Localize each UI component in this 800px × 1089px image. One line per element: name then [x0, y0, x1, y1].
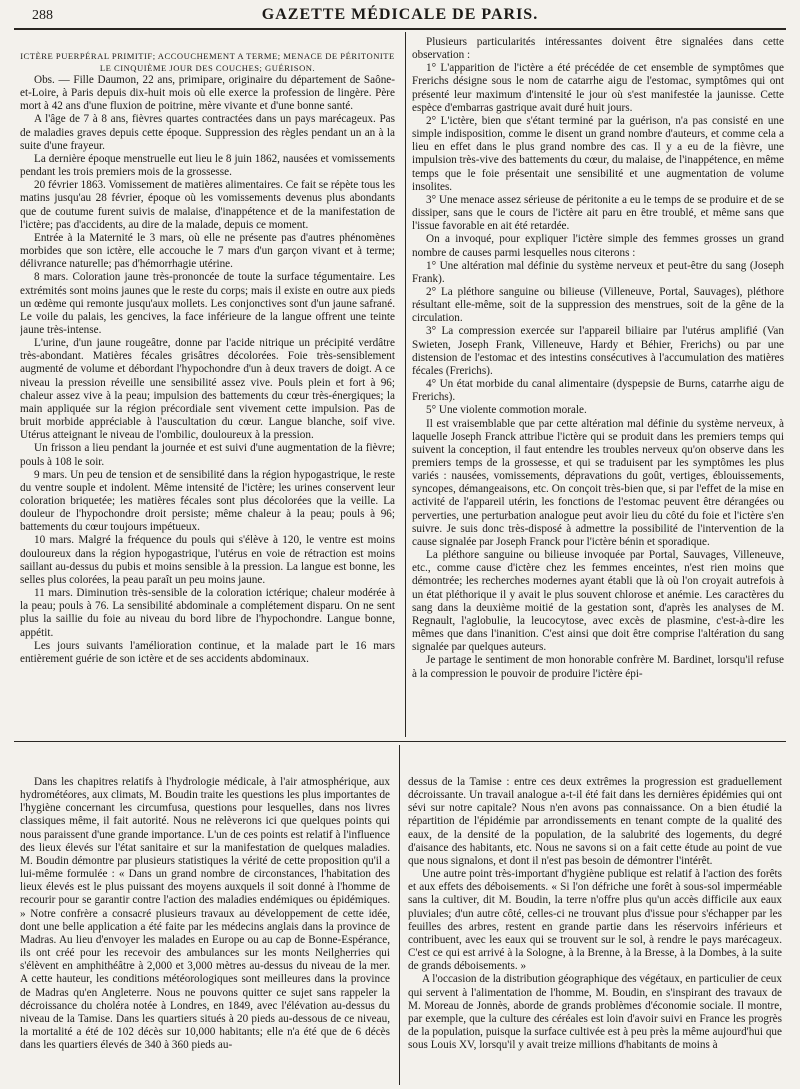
column-divider-bottom: [399, 745, 400, 1085]
case-paragraph: 8 mars. Coloration jaune très-prononcée de toute la surface tégumentaire. Les extrémités sont moins jaunes que le reste du corps; mais il existe en outre aux pieds un œdème qui remonte jusqu'aux mollets. Les conjonctives sont d'un jaune safrané. Le voile du palais, les gencives, la face inférieure de la langue offrent une teinte jaune très-intense.: [20, 271, 395, 336]
review-paragraph: Une autre point très-important d'hygiène publique est relatif à l'action des forêts et aux effets des déboisements. « Si l'on défriche une forêt à sous-sol imperméable sans la cultiver, dit M. Boudin, la terre n'offre plus qu'un accès difficile aux eaux pluviales; d'un autre côté, celles-ci ne trouvant plus d'issue pour s'échapper par les feuilles des arbres, restent en grande partie dans les réservoirs inférieurs et contribuent, avec les eaux qui se trouvent sur le sol, à rendre le pays marécageux. C'est ce qui est arrivé à la Sologne, à la Brenne, à la Bresse, à la Dombes, à la suite de grands déboisements. »: [408, 868, 782, 973]
case-report-column: [20, 50, 395, 740]
commentary-paragraph: 2° L'ictère, bien que s'étant terminé par la guérison, n'a pas consisté en une simple indisposition, comme le disent un grand nombre d'auteurs, et comme cela a lieu en effet dans le plus grand nombre des cas. Il y a eu de la fièvre, une impulsion très-vive des battements du cœur, du malaise, de l'inappétence, en même temps que le foie présentait une sensibilité et une augmentation de volume insolites.: [412, 114, 784, 193]
commentary-paragraph: 3° Une menace assez sérieuse de péritonite a eu le temps de se produire et de se dissiper, sans que le cours de l'ictère ait paru en être troublé, et même sans que l'issue favorable en ait été retardée.: [412, 193, 784, 233]
case-title: ICTÈRE PUERPÉRAL PRIMITIF; ACCOUCHEMENT A TERME; MENACE DE PÉRITONITE LE CINQUIÈME JOUR DES COUCHES; GUÉRISON.: [20, 51, 395, 73]
commentary-paragraph: 5° Une violente commotion morale.: [426, 404, 587, 417]
column-divider-top: [405, 32, 406, 737]
commentary-paragraph: Il est vraisemblable que par cette altération mal définie du système nerveux, à laquelle Joseph Franck attribue l'ictère qui se produit dans les premiers temps qui suivent la conception, il faut entendre les troubles nerveux qu'on observe dans les premiers temps de la grossesse, et qui se traduisent par les symptômes les plus variés : nausées, vomissements, dépravations du goût, vertiges, éblouissements, syncopes, démangeaisons, etc. On conçoit très-bien que, si par l'effet de la mise en activité de l'appareil utérin, les fonctions de l'estomac peuvent être dérangées ou perverties, une perturbation analogue peut avoir lieu du côté du foie et l'ictère s'en suivre. Je suis donc très-disposé à admettre la possibilité de l'intervention de la cause signalée par Joseph Franck pour l'ictère bénin et sporadique.: [412, 417, 784, 548]
case-paragraph: Les jours suivants l'amélioration continue, et la malade part le 16 mars entièrement guérie de son ictère et de ses accidents abdominaux.: [20, 639, 395, 665]
case-paragraph: 11 mars. Diminution très-sensible de la coloration ictérique; chaleur modérée à la peau; pouls à 76. La sensibilité abdominale a complétement disparu. On ne sent plus la saillie du foie au niveau du bord libre de l'hypochondre. Langue bonne, appétit.: [20, 587, 395, 639]
commentary-paragraph: Plusieurs particularités intéressantes doivent être signalées dans cette observation :: [412, 36, 784, 62]
commentary-paragraph: 4° Un état morbide du canal alimentaire (dyspepsie de Burns, catarrhe aigu de Frerichs).: [412, 378, 784, 404]
case-paragraph: La dernière époque menstruelle eut lieu le 8 juin 1862, nausées et vomissements pendant les trois premiers mois de la grossesse.: [20, 152, 395, 179]
page-number: 288: [32, 8, 53, 23]
page-header: [18, 0, 782, 30]
case-paragraph: Un frisson a lieu pendant la journée et est suivi d'une augmentation de la fièvre; pouls à 108 le soir.: [20, 442, 395, 468]
review-left-column: [20, 776, 390, 1086]
commentary-paragraph: Je partage le sentiment de mon honorable confrère M. Bardinet, lorsqu'il refuse à la compression le pouvoir de produire l'ictère épi-: [412, 654, 784, 680]
case-paragraph: Obs. — Fille Daumon, 22 ans, primipare, originaire du département de Saône-et-Loire, à Paris depuis dix-huit mois où elle exerce la profession de lingère. Père mort à 42 ans d'une fluxion de poitrine, mère vivante et d'une bonne santé.: [20, 74, 395, 113]
header-rule: [14, 28, 786, 30]
case-paragraph: 10 mars. Malgré la fréquence du pouls qui s'élève à 120, le ventre est moins douloureux dans la région hypogastrique, l'utérus en voie de rétraction est moins saillant au-dessus du pubis et moins sensible à la pression. La langue est bonne, les selles plus colorées, la peau paraît un peu moins jaune.: [20, 534, 395, 586]
case-paragraph: A l'âge de 7 à 8 ans, fièvres quartes contractées dans un pays marécageux. Pas de maladies graves depuis cette époque. Suppression des règles pendant un an à la suite d'une frayeur.: [20, 113, 395, 152]
running-title: GAZETTE MÉDICALE DE PARIS.: [261, 6, 539, 23]
commentary-paragraph: 1° L'apparition de l'ictère a été précédée de cet ensemble de symptômes que Frerichs désigne sous le nom de catarrhe aigu de l'estomac, symptômes qui ont présenté leur maximum d'intensité le jour où s'est manifestée la jaunisse. Cette espèce d'embarras gastrique avait duré huit jours.: [412, 62, 784, 114]
review-paragraph: dessus de la Tamise : entre ces deux extrêmes la progression est graduellement décroissante. Un travail analogue a-t-il été fait dans les dernières épidémies qui ont sévi sur notre capitale? Nous n'en avons pas connaissance. On a bien étudié la répartition de l'épidémie par arrondissements en tenant compte de la qualité des eaux, de la densité de la population, de la salubrité des logements, du degré d'aisance des habitants, etc. Nous ne savons si on a fait cette étude au point de vue que nous signalons, et dont il n'est pas besoin de démontrer l'intérêt.: [408, 776, 782, 867]
commentary-column: [412, 36, 784, 740]
case-paragraph: Entrée à la Maternité le 3 mars, où elle ne présente pas d'autres phénomènes morbides que son ictère, elle accouche le 7 mars d'un garçon vivant et à terme; délivrance naturelle; pas d'hémorrhagie utérine.: [20, 231, 395, 271]
commentary-paragraph: 2° La pléthore sanguine ou bilieuse (Villeneuve, Portal, Sauvages), pléthore résultant elle-même, soit de la suppression des menstrues, soit de la gêne de la circulation.: [412, 285, 784, 325]
commentary-paragraph: 1° Une altération mal définie du système nerveux et peut-être du sang (Joseph Frank).: [412, 259, 784, 285]
case-paragraph: 20 février 1863. Vomissement de matières alimentaires. Ce fait se répète tous les matins jusqu'au 28 février, époque où les vomissements devenus plus abondants que de coutume furent suivis de malaise, d'inappétence et de la manifestation de l'ictère; pas d'accidents, au dire de la malade, depuis ce moment.: [20, 179, 395, 231]
case-paragraph: L'urine, d'un jaune rougeâtre, donne par l'acide nitrique un précipité verdâtre très-abondant. Matières fécales grisâtres décolorées. Foie très-sensiblement augmenté de volume et débordant l'hypochondre d'un à deux travers de doigt. A ce niveau la pression réveille une sensibilité assez vive. Pouls plein et fort à 96; chaleur assez vive à la peau; impulsion des battements du cœur très-énergiques; la main appliquée sur la région précordiale sent vivement cette impulsion. Pas de bruit morbide appréciable à l'auscultation du cœur. Langue blanche, soif vive. Utérus atteignant le niveau de l'ombilic, douloureux à la pression.: [20, 337, 395, 442]
commentary-paragraph: La pléthore sanguine ou bilieuse invoquée par Portal, Sauvages, Villeneuve, etc., comme cause d'ictère chez les femmes enceintes, n'est rien moins que démontrée; les recherches modernes ayant établi que là où l'on croyait autrefois à un état pléthorique il y avait le plus souvent chlorose et anémie. Les caractères du sang dans la deuxième moitié de la gestation sont, d'après les analyses de M. Regnault, l'aglobulie, la leucocytose, avec excès de plasmine, c'est-à-dire les mêmes que dans l'inanition. C'est ainsi que doit être comprise l'altération du sang signalée par quelques auteurs.: [412, 549, 784, 654]
review-paragraph: Dans les chapitres relatifs à l'hydrologie médicale, à l'air atmosphérique, aux hydrométéores, aux climats, M. Boudin traite les questions les plus importantes de l'hygiène concernant les circumfusa, questions pour lesquelles, dans nos livres classiques même, il fait autorité. Nous ne relèverons ici que quelques points qui nous paraissent d'une grande importance. L'un de ces points est relatif à l'influence des lieux élevés sur l'état sanitaire et sur la manifestation de quelques maladies. M. Boudin démontre par plusieurs statistiques la vérité de cette proposition qu'il a lui-même formulée : « Dans un grand nombre de circonstances, l'habitation des lieux élevés est le plus puissant des moyens auxquels il soit donné à l'homme de recourir pour se garantir contre l'action des maladies endémiques ou épidémiques. » Notre confrère a consacré plusieurs travaux au développement de cette idée, dont une belle application a été faite par les médecins anglais dans la province de Madras. Au lieu d'envoyer les malades en Europe ou au cap de Bonne-Espérance, ils ont créé pour les recevoir des ambulances sur les monts Neilgherries qui s'élèvent en amphithéâtre à 2,000 et 3,000 mètres au-dessus du niveau de la mer. A cette hauteur, les conditions météorologiques sont meilleures dans la province de Madras qu'en Angleterre. Nous ne pouvons quitter ce sujet sans rappeler la décroissance du choléra notée à Londres, en 1849, avec l'élévation au-dessus du niveau de la Tamise. Dans les quartiers situés à 20 pieds au-dessous de ce niveau, la mortalité a été de 102 décès sur 10,000 habitants; elle n'a été que de 6 décès dans les quartiers élevés de 340 à 360 pieds au-: [20, 776, 390, 1052]
section-rule: [14, 741, 786, 742]
commentary-paragraph: On a invoqué, pour expliquer l'ictère simple des femmes grosses un grand nombre de causes parmi lesquelles nous citerons :: [412, 233, 784, 259]
review-right-column: [408, 776, 782, 1086]
commentary-paragraph: 3° La compression exercée sur l'appareil biliaire par l'utérus amplifié (Van Swieten, Joseph Frank, Villeneuve, Hardy et Béhier, Frerichs) ou par une distension de l'estomac et des intestins consécutives à l'accumulation des matières fécales (Frerichs).: [412, 325, 784, 377]
case-paragraph: 9 mars. Un peu de tension et de sensibilité dans la région hypogastrique, le reste du ventre souple et indolent. Même intensité de l'ictère; les urines conservent leur coloration briquetée; les matières fécales sont plus décolorées que la veille. La douleur de l'hypochondre droit persiste; même chaleur à la peau; pouls à 96; battements du cœur toujours impétueux.: [20, 468, 395, 534]
review-paragraph: A l'occasion de la distribution géographique des végétaux, en particulier de ceux qui servent à l'alimentation de l'homme, M. Boudin, en s'inspirant des travaux de M. Moreau de Jonnès, aborde de grands problèmes d'économie sociale. Il montre, par exemple, que la culture des céréales est loin d'avoir suivi en France les progrès de la population, puisque la surface cultivée est à peu près la même aujourd'hui que sous Louis XV, lorsqu'il y avait treize millions d'habitants de moins à: [408, 973, 782, 1052]
